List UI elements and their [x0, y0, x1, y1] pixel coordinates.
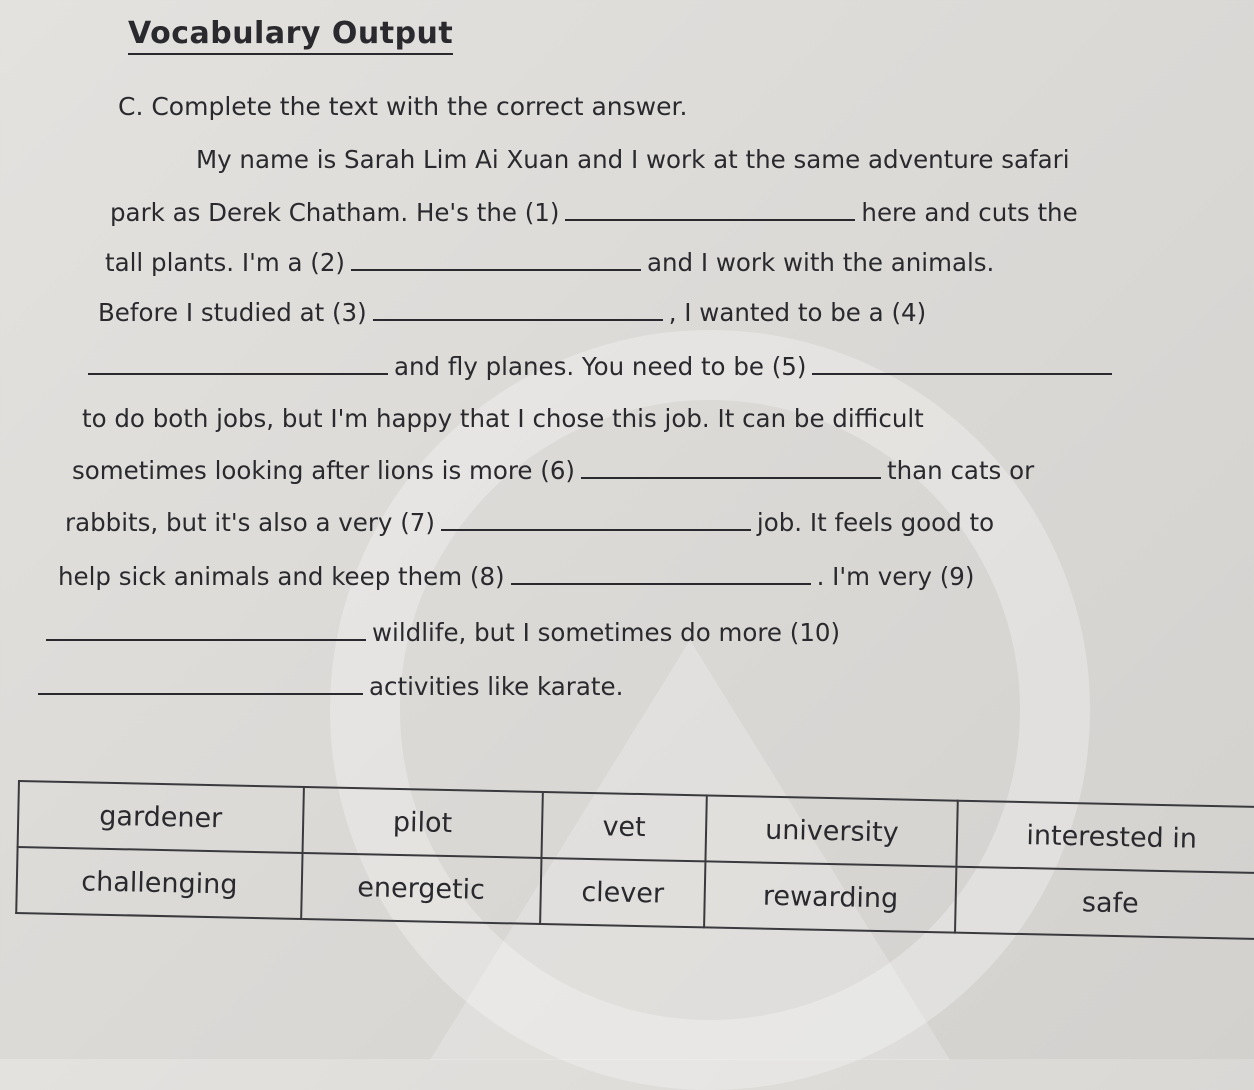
text-line-1: My name is Sarah Lim Ai Xuan and I work at the same adventure safari — [196, 145, 1070, 174]
text-line-10: wildlife, but I sometimes do more (10) — [46, 618, 840, 647]
text-line-8: rabbits, but it's also a very (7) job. It feels good to — [65, 508, 995, 537]
text-line-5: and fly planes. You need to be (5) — [88, 352, 1118, 381]
page-title: Vocabulary Output — [128, 16, 453, 55]
blank-6[interactable] — [581, 457, 881, 479]
text-line-9: help sick animals and keep them (8) . I'm very (9) — [58, 562, 975, 591]
word-cell: rewarding — [704, 861, 956, 932]
blank-5[interactable] — [812, 353, 1112, 375]
word-cell: interested in — [957, 801, 1254, 873]
text-line-6: to do both jobs, but I'm happy that I chose this job. It can be difficult — [82, 404, 924, 433]
text-line-3: tall plants. I'm a (2) and I work with the animals. — [105, 248, 995, 277]
blank-4[interactable] — [88, 353, 388, 375]
text-line-7: sometimes looking after lions is more (6) than cats or — [72, 456, 1035, 485]
word-cell: gardener — [18, 781, 304, 853]
blank-9[interactable] — [46, 619, 366, 641]
blank-7[interactable] — [441, 509, 751, 531]
word-box — [15, 780, 1254, 940]
word-cell: vet — [541, 792, 707, 861]
word-cell: pilot — [303, 787, 543, 858]
blank-8[interactable] — [511, 563, 811, 585]
word-cell: safe — [955, 867, 1254, 939]
text-line-2: park as Derek Chatham. He's the (1) here and cuts the — [110, 198, 1078, 227]
text-line-4: Before I studied at (3) , I wanted to be a (4) — [98, 298, 927, 327]
blank-3[interactable] — [373, 299, 663, 321]
word-cell: energetic — [301, 853, 541, 924]
blank-1[interactable] — [565, 199, 855, 221]
word-cell: clever — [540, 858, 706, 927]
word-cell: university — [706, 795, 958, 866]
instruction-text: C. Complete the text with the correct answer. — [118, 92, 688, 121]
word-cell: challenging — [16, 847, 302, 919]
blank-10[interactable] — [38, 673, 363, 695]
text-line-11: activities like karate. — [38, 672, 623, 701]
blank-2[interactable] — [351, 249, 641, 271]
